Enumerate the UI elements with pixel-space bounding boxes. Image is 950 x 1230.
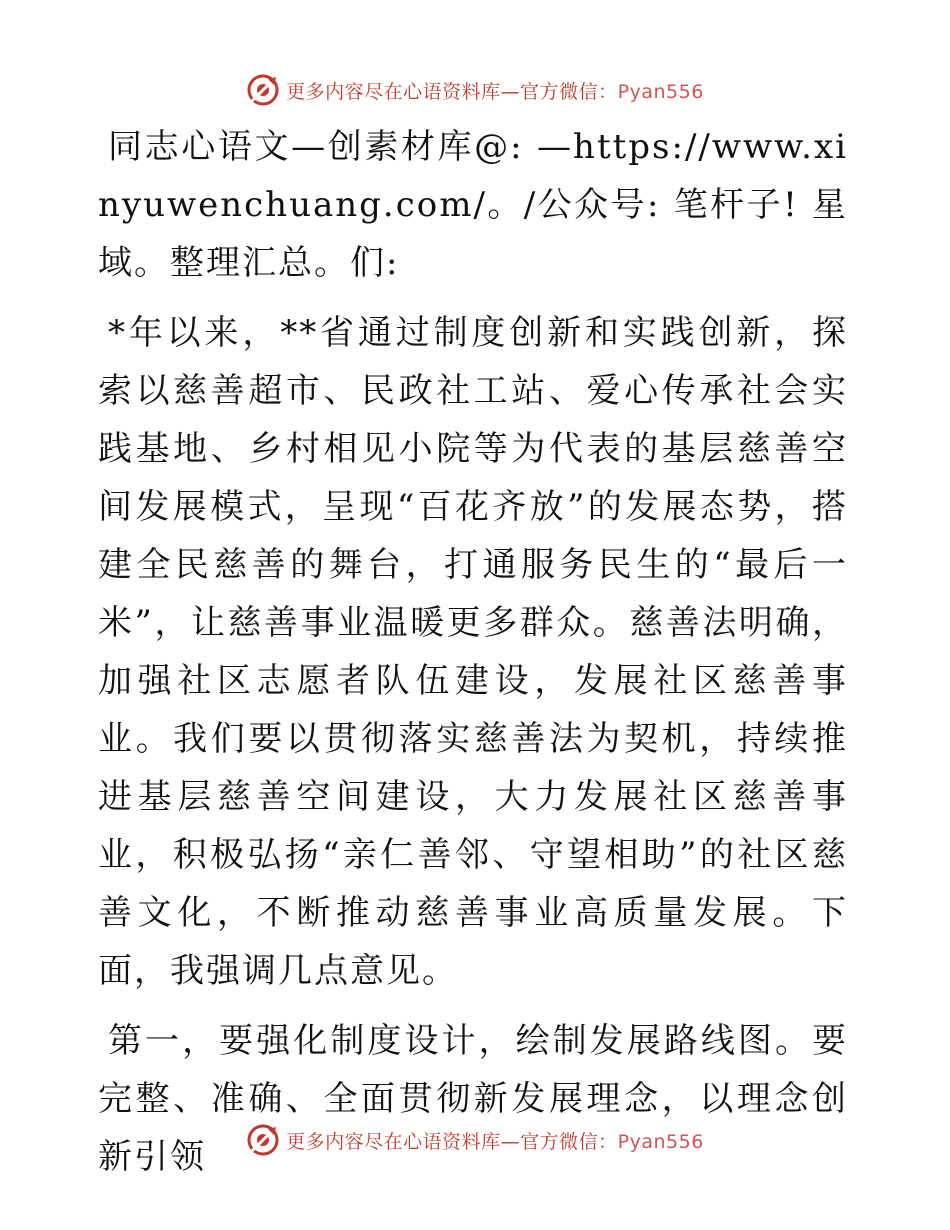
- paragraph-point-one: 第一，要强化制度设计，绘制发展路线图。要完整、准确、全面贯彻新发展理念，以理念创新引领: [98, 1021, 848, 1177]
- header-banner-handle: Pyan556: [617, 80, 704, 103]
- footer-banner-handle: Pyan556: [617, 1130, 704, 1153]
- footer-watermark-banner: [0, 1120, 950, 1160]
- header-banner-text: [286, 77, 704, 104]
- header-watermark-banner: [0, 70, 950, 110]
- paragraph-intro: *年以来，**省通过制度创新和实践创新，探索以慈善超市、民政社工站、爱心传承社会实践基地、乡村相见小院等为代表的基层慈善空间发展模式，呈现“百花齐放”的发展态势，搭建全民慈善的舞台，打通服务民生的“最后一米”，让慈善事业温暖更多群众。慈善法明确，加强社区志愿者队伍建设，发展社区慈善事业。我们要以贯彻落实慈善法为契机，持续推进基层慈善空间建设，大力发展社区慈善事业，积极弘扬“亲仁善邻、守望相助”的社区慈善文化，不断推动慈善事业高质量发展。下面，我强调几点意见。: [98, 313, 848, 991]
- logo-icon: [246, 1123, 280, 1157]
- footer-banner-label: 更多内容尽在心语资料库—官方微信：: [286, 1130, 618, 1153]
- logo-icon: [246, 73, 280, 107]
- paragraph-source-info: 同志心语文—创素材库@: —https://www.xinyuwenchuang.com/。/公众号: 笔杆子! 星域。整理汇总。们:: [98, 127, 848, 283]
- document-body: [98, 118, 848, 1186]
- header-banner-label: 更多内容尽在心语资料库—官方微信：: [286, 80, 618, 103]
- footer-banner-text: [286, 1127, 704, 1154]
